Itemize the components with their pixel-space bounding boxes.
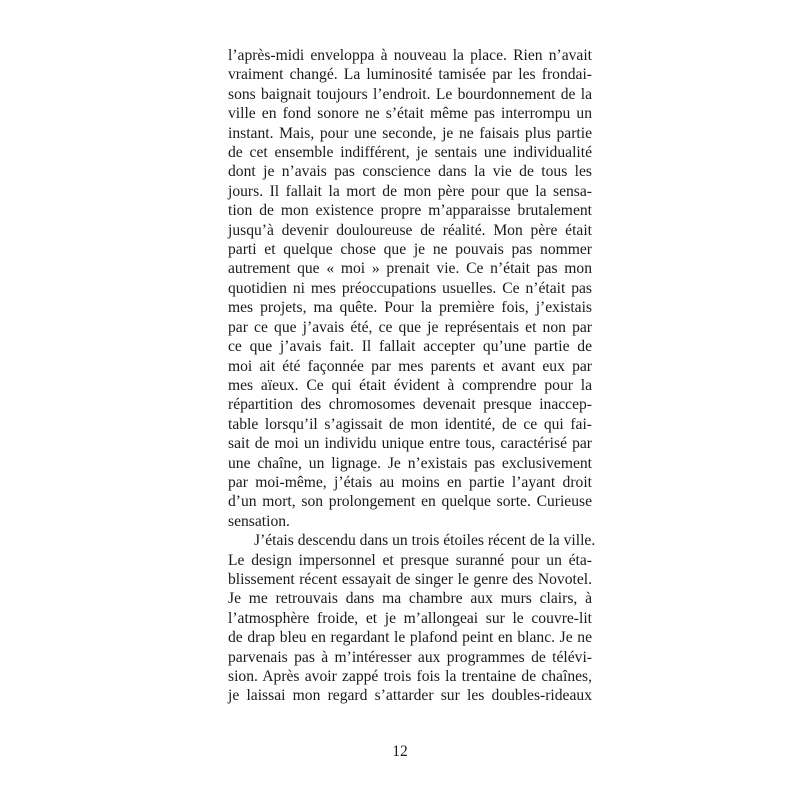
text-line: ville en fond sonore ne s’était même pas interrompu un (228, 105, 592, 123)
text-line: ce que j’avais fait. Il fallait accepter qu’une partie de (228, 338, 592, 356)
body-text (228, 46, 596, 706)
text-line: l’après-midi enveloppa à nouveau la place. Rien n’avait (228, 47, 592, 64)
text-line: vraiment changé. La luminosité tamisée par les frondai- (228, 66, 592, 84)
text-line: mes aïeux. Ce qui était évident à comprendre pour la (228, 376, 592, 394)
page-number: 12 (392, 743, 408, 760)
text-line: J’étais descendu dans un trois étoiles récent de la ville. (254, 532, 596, 550)
paragraph (228, 531, 596, 706)
text-line: sensation. (228, 512, 290, 530)
paragraph (228, 46, 592, 531)
text-line: instant. Mais, pour une seconde, je ne faisais plus partie (228, 124, 592, 142)
text-line: sons baignait toujours l’endroit. Le bourdonnement de la (228, 85, 592, 103)
text-line: je laissai mon regard s’attarder sur les doubles-rideaux (228, 687, 592, 705)
text-line: mes projets, ma quête. Pour la première fois, j’existais (228, 299, 592, 317)
text-line: de cet ensemble indifférent, je sentais une individualité (228, 144, 592, 162)
text-line: jours. Il fallait la mort de mon père pour que la sensa- (228, 182, 592, 200)
text-line: quotidien ni mes préoccupations usuelles. Ce n’était pas (228, 279, 592, 297)
text-line: par ce que j’avais été, ce que je représentais et non par (228, 318, 592, 336)
text-line: sion. Après avoir zappé trois fois la trentaine de chaînes, (228, 668, 592, 685)
text-line: parvenais pas à m’intéresser aux programmes de télévi- (228, 648, 592, 666)
text-line: dont je n’avais pas conscience dans la vie de tous les (228, 163, 592, 181)
text-line: sait de moi un individu unique entre tous, caractérisé par (228, 435, 592, 453)
text-line: Le design impersonnel et presque suranné pour un éta- (228, 551, 592, 569)
text-line: tion de mon existence propre m’apparaisse brutalement (228, 202, 592, 220)
text-line: autrement que « moi » prenait vie. Ce n’était pas mon (228, 260, 592, 278)
text-line: d’un mort, son prolongement en quelque sorte. Curieuse (228, 493, 592, 511)
text-line: de drap bleu en regardant le plafond peint en blanc. Je ne (228, 629, 592, 647)
text-line: parti et quelque chose que je ne pouvais pas nommer (228, 241, 592, 259)
text-line: répartition des chromosomes devenait presque inaccep- (228, 396, 592, 414)
text-line: moi ait été façonnée par mes parents et avant eux par (228, 357, 592, 375)
text-line: jusqu’à devenir douloureuse de réalité. Mon père était (228, 221, 592, 239)
text-line: une chaîne, un lignage. Je n’existais pas exclusivement (228, 454, 592, 472)
text-line: blissement récent essayait de singer le genre des Novotel. (228, 570, 592, 588)
text-line: Je me retrouvais dans ma chambre aux murs clairs, à (228, 590, 592, 608)
text-line: par moi-même, j’étais au moins en partie l’ayant droit (228, 473, 592, 491)
text-line: l’atmosphère froide, et je m’allongeai sur le couvre-lit (228, 609, 592, 627)
text-line: table lorsqu’il s’agissait de mon identité, de ce qui fai- (228, 415, 592, 433)
